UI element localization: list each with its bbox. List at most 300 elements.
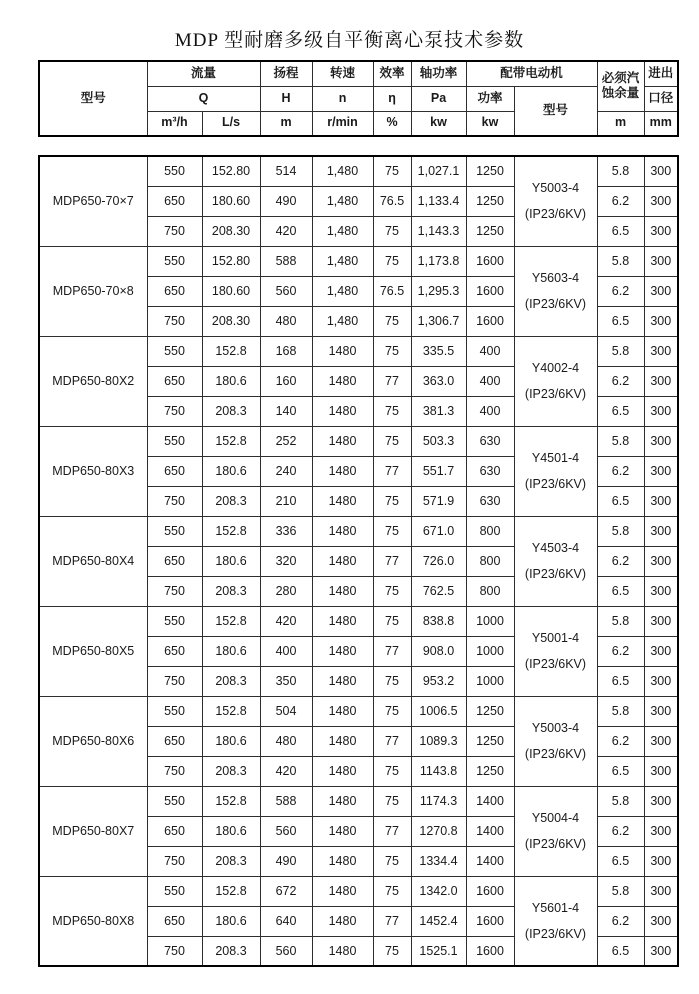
speed-cell: 1480 bbox=[312, 336, 373, 366]
head-cell: 336 bbox=[260, 516, 312, 546]
motor-protection-spec: (IP23/6KV) bbox=[524, 207, 587, 222]
head-cell: 140 bbox=[260, 396, 312, 426]
npsh-cell: 5.8 bbox=[597, 606, 644, 636]
npsh-cell: 6.2 bbox=[597, 456, 644, 486]
shaft-power-cell: 726.0 bbox=[411, 546, 466, 576]
port-diameter-cell: 300 bbox=[644, 936, 678, 966]
head-cell: 514 bbox=[260, 156, 312, 186]
motor-power-cell: 800 bbox=[466, 576, 514, 606]
flow-m3h-cell: 650 bbox=[147, 366, 202, 396]
flow-ls-cell: 152.8 bbox=[202, 516, 260, 546]
flow-m3h-cell: 550 bbox=[147, 246, 202, 276]
shaft-power-cell: 381.3 bbox=[411, 396, 466, 426]
flow-m3h-cell: 550 bbox=[147, 696, 202, 726]
efficiency-cell: 75 bbox=[373, 576, 411, 606]
port-diameter-cell: 300 bbox=[644, 246, 678, 276]
flow-m3h-cell: 750 bbox=[147, 306, 202, 336]
col-header-speed-symbol: n bbox=[312, 86, 373, 111]
motor-model-name: Y5003-4 bbox=[531, 720, 580, 735]
motor-model-cell bbox=[514, 516, 597, 606]
shaft-power-cell: 1,295.3 bbox=[411, 276, 466, 306]
efficiency-cell: 75 bbox=[373, 336, 411, 366]
header-table bbox=[38, 60, 679, 137]
motor-power-cell: 1000 bbox=[466, 666, 514, 696]
head-cell: 480 bbox=[260, 306, 312, 336]
speed-cell: 1,480 bbox=[312, 276, 373, 306]
motor-power-cell: 1600 bbox=[466, 936, 514, 966]
speed-cell: 1480 bbox=[312, 396, 373, 426]
motor-model-cell bbox=[514, 786, 597, 876]
head-cell: 672 bbox=[260, 876, 312, 906]
shaft-power-cell: 671.0 bbox=[411, 516, 466, 546]
motor-power-cell: 1250 bbox=[466, 726, 514, 756]
flow-ls-cell: 152.8 bbox=[202, 426, 260, 456]
flow-ls-cell: 208.3 bbox=[202, 396, 260, 426]
port-diameter-cell: 300 bbox=[644, 906, 678, 936]
port-diameter-cell: 300 bbox=[644, 666, 678, 696]
motor-protection-spec: (IP23/6KV) bbox=[524, 387, 587, 401]
port-diameter-cell: 300 bbox=[644, 546, 678, 576]
port-diameter-cell: 300 bbox=[644, 216, 678, 246]
motor-model-cell bbox=[514, 876, 597, 966]
table-row bbox=[39, 156, 678, 186]
shaft-power-cell: 363.0 bbox=[411, 366, 466, 396]
motor-power-cell: 800 bbox=[466, 516, 514, 546]
port-diameter-cell: 300 bbox=[644, 336, 678, 366]
head-cell: 640 bbox=[260, 906, 312, 936]
motor-model-name: Y5001-4 bbox=[531, 630, 580, 645]
npsh-cell: 6.2 bbox=[597, 636, 644, 666]
npsh-cell: 6.2 bbox=[597, 726, 644, 756]
col-header-npsh-unit: m bbox=[597, 111, 644, 136]
flow-ls-cell: 180.60 bbox=[202, 276, 260, 306]
col-header-port-line2: 口径 bbox=[644, 86, 678, 111]
table-row bbox=[39, 426, 678, 456]
port-diameter-cell: 300 bbox=[644, 306, 678, 336]
npsh-cell: 6.2 bbox=[597, 276, 644, 306]
shaft-power-cell: 503.3 bbox=[411, 426, 466, 456]
flow-ls-cell: 208.3 bbox=[202, 756, 260, 786]
port-diameter-cell: 300 bbox=[644, 156, 678, 186]
motor-power-cell: 1250 bbox=[466, 756, 514, 786]
efficiency-cell: 77 bbox=[373, 906, 411, 936]
port-diameter-cell: 300 bbox=[644, 636, 678, 666]
head-cell: 280 bbox=[260, 576, 312, 606]
flow-ls-cell: 180.60 bbox=[202, 186, 260, 216]
col-header-shaft-power: 轴功率 bbox=[411, 61, 466, 86]
col-header-port-unit: mm bbox=[644, 111, 678, 136]
head-cell: 400 bbox=[260, 636, 312, 666]
speed-cell: 1480 bbox=[312, 696, 373, 726]
npsh-cell: 5.8 bbox=[597, 426, 644, 456]
efficiency-cell: 77 bbox=[373, 726, 411, 756]
npsh-cell: 6.5 bbox=[597, 666, 644, 696]
shaft-power-cell: 1342.0 bbox=[411, 876, 466, 906]
shaft-power-cell: 335.5 bbox=[411, 336, 466, 366]
efficiency-cell: 75 bbox=[373, 786, 411, 816]
head-cell: 168 bbox=[260, 336, 312, 366]
flow-m3h-cell: 750 bbox=[147, 486, 202, 516]
motor-power-cell: 1000 bbox=[466, 636, 514, 666]
shaft-power-cell: 838.8 bbox=[411, 606, 466, 636]
port-diameter-cell: 300 bbox=[644, 846, 678, 876]
speed-cell: 1480 bbox=[312, 786, 373, 816]
table-row bbox=[39, 246, 678, 276]
flow-m3h-cell: 750 bbox=[147, 216, 202, 246]
head-cell: 252 bbox=[260, 426, 312, 456]
pump-model-cell: MDP650-80X5 bbox=[39, 606, 147, 696]
flow-m3h-cell: 650 bbox=[147, 726, 202, 756]
motor-power-cell: 630 bbox=[466, 486, 514, 516]
motor-model-cell bbox=[514, 336, 597, 426]
table-row bbox=[39, 876, 678, 906]
motor-power-cell: 400 bbox=[466, 396, 514, 426]
flow-ls-cell: 208.30 bbox=[202, 306, 260, 336]
motor-model-name: Y5004-4 bbox=[531, 810, 580, 825]
speed-cell: 1480 bbox=[312, 456, 373, 486]
motor-protection-spec: (IP23/6KV) bbox=[524, 747, 587, 761]
efficiency-cell: 75 bbox=[373, 696, 411, 726]
npsh-cell: 6.5 bbox=[597, 576, 644, 606]
port-diameter-cell: 300 bbox=[644, 696, 678, 726]
flow-ls-cell: 152.80 bbox=[202, 246, 260, 276]
port-diameter-cell: 300 bbox=[644, 426, 678, 456]
head-cell: 210 bbox=[260, 486, 312, 516]
npsh-cell: 6.5 bbox=[597, 936, 644, 966]
shaft-power-cell: 1270.8 bbox=[411, 816, 466, 846]
col-header-flow-unit-ls: L/s bbox=[202, 111, 260, 136]
motor-power-cell: 400 bbox=[466, 366, 514, 396]
speed-cell: 1480 bbox=[312, 756, 373, 786]
flow-m3h-cell: 550 bbox=[147, 156, 202, 186]
data-table-body bbox=[39, 156, 678, 966]
motor-model-name: Y5003-4 bbox=[531, 181, 580, 195]
head-cell: 588 bbox=[260, 786, 312, 816]
motor-power-cell: 630 bbox=[466, 456, 514, 486]
speed-cell: 1480 bbox=[312, 426, 373, 456]
shaft-power-cell: 1143.8 bbox=[411, 756, 466, 786]
efficiency-cell: 75 bbox=[373, 756, 411, 786]
port-diameter-cell: 300 bbox=[644, 516, 678, 546]
port-diameter-cell: 300 bbox=[644, 366, 678, 396]
efficiency-cell: 75 bbox=[373, 486, 411, 516]
flow-m3h-cell: 650 bbox=[147, 186, 202, 216]
head-cell: 560 bbox=[260, 816, 312, 846]
motor-power-cell: 1600 bbox=[466, 306, 514, 336]
motor-model-name: Y4501-4 bbox=[531, 450, 580, 465]
efficiency-cell: 75 bbox=[373, 666, 411, 696]
motor-power-cell: 1400 bbox=[466, 846, 514, 876]
col-header-efficiency-unit: % bbox=[373, 111, 411, 136]
port-diameter-cell: 300 bbox=[644, 876, 678, 906]
flow-m3h-cell: 750 bbox=[147, 936, 202, 966]
motor-power-cell: 1250 bbox=[466, 156, 514, 186]
motor-model-name: Y4503-4 bbox=[531, 540, 580, 555]
efficiency-cell: 77 bbox=[373, 636, 411, 666]
motor-protection-spec: (IP23/6KV) bbox=[524, 926, 587, 941]
header-row-1 bbox=[39, 61, 678, 86]
head-cell: 504 bbox=[260, 696, 312, 726]
flow-m3h-cell: 750 bbox=[147, 756, 202, 786]
flow-ls-cell: 208.3 bbox=[202, 846, 260, 876]
pump-model-cell: MDP650-80X2 bbox=[39, 336, 147, 426]
flow-ls-cell: 208.3 bbox=[202, 666, 260, 696]
npsh-cell: 6.5 bbox=[597, 846, 644, 876]
col-header-head-unit: m bbox=[260, 111, 312, 136]
col-header-motor: 配带电动机 bbox=[466, 61, 597, 86]
motor-power-cell: 1600 bbox=[466, 276, 514, 306]
port-diameter-cell: 300 bbox=[644, 276, 678, 306]
efficiency-cell: 75 bbox=[373, 246, 411, 276]
efficiency-cell: 77 bbox=[373, 546, 411, 576]
head-cell: 420 bbox=[260, 216, 312, 246]
head-cell: 420 bbox=[260, 606, 312, 636]
npsh-cell: 5.8 bbox=[597, 786, 644, 816]
motor-power-cell: 1250 bbox=[466, 216, 514, 246]
efficiency-cell: 77 bbox=[373, 456, 411, 486]
speed-cell: 1480 bbox=[312, 876, 373, 906]
col-header-efficiency-symbol: η bbox=[373, 86, 411, 111]
col-header-shaft-power-unit: kw bbox=[411, 111, 466, 136]
speed-cell: 1480 bbox=[312, 576, 373, 606]
col-header-motor-power: 功率 bbox=[466, 86, 514, 111]
flow-ls-cell: 152.80 bbox=[202, 156, 260, 186]
motor-model-cell bbox=[514, 156, 597, 246]
npsh-cell: 5.8 bbox=[597, 246, 644, 276]
flow-m3h-cell: 650 bbox=[147, 816, 202, 846]
table-row bbox=[39, 606, 678, 636]
shaft-power-cell: 1,133.4 bbox=[411, 186, 466, 216]
head-cell: 588 bbox=[260, 246, 312, 276]
flow-ls-cell: 152.8 bbox=[202, 336, 260, 366]
npsh-cell: 5.8 bbox=[597, 336, 644, 366]
flow-ls-cell: 180.6 bbox=[202, 726, 260, 756]
flow-ls-cell: 208.3 bbox=[202, 576, 260, 606]
efficiency-cell: 76.5 bbox=[373, 276, 411, 306]
npsh-cell: 6.2 bbox=[597, 366, 644, 396]
speed-cell: 1480 bbox=[312, 516, 373, 546]
port-diameter-cell: 300 bbox=[644, 456, 678, 486]
flow-m3h-cell: 650 bbox=[147, 546, 202, 576]
head-cell: 240 bbox=[260, 456, 312, 486]
motor-protection-spec: (IP23/6KV) bbox=[524, 837, 587, 851]
port-diameter-cell: 300 bbox=[644, 606, 678, 636]
col-header-flow-symbol: Q bbox=[147, 86, 260, 111]
speed-cell: 1480 bbox=[312, 546, 373, 576]
flow-m3h-cell: 550 bbox=[147, 606, 202, 636]
motor-model-name: Y5603-4 bbox=[531, 270, 580, 285]
flow-ls-cell: 180.6 bbox=[202, 636, 260, 666]
speed-cell: 1,480 bbox=[312, 306, 373, 336]
pump-model-cell: MDP650-80X4 bbox=[39, 516, 147, 606]
speed-cell: 1,480 bbox=[312, 186, 373, 216]
data-table bbox=[38, 155, 679, 967]
head-cell: 160 bbox=[260, 366, 312, 396]
speed-cell: 1480 bbox=[312, 636, 373, 666]
head-cell: 560 bbox=[260, 276, 312, 306]
flow-m3h-cell: 750 bbox=[147, 846, 202, 876]
flow-ls-cell: 152.8 bbox=[202, 786, 260, 816]
flow-m3h-cell: 550 bbox=[147, 426, 202, 456]
table-row bbox=[39, 696, 678, 726]
pump-model-cell: MDP650-70×7 bbox=[39, 156, 147, 246]
speed-cell: 1480 bbox=[312, 366, 373, 396]
shaft-power-cell: 1,143.3 bbox=[411, 216, 466, 246]
head-cell: 490 bbox=[260, 186, 312, 216]
speed-cell: 1,480 bbox=[312, 216, 373, 246]
table-row bbox=[39, 336, 678, 366]
motor-model-cell bbox=[514, 426, 597, 516]
port-diameter-cell: 300 bbox=[644, 816, 678, 846]
flow-ls-cell: 180.6 bbox=[202, 816, 260, 846]
speed-cell: 1,480 bbox=[312, 246, 373, 276]
col-header-shaft-power-symbol: Pa bbox=[411, 86, 466, 111]
efficiency-cell: 77 bbox=[373, 366, 411, 396]
npsh-cell: 6.2 bbox=[597, 906, 644, 936]
speed-cell: 1480 bbox=[312, 606, 373, 636]
efficiency-cell: 75 bbox=[373, 216, 411, 246]
shaft-power-cell: 1089.3 bbox=[411, 726, 466, 756]
pump-model-cell: MDP650-80X6 bbox=[39, 696, 147, 786]
shaft-power-cell: 1452.4 bbox=[411, 906, 466, 936]
motor-power-cell: 400 bbox=[466, 336, 514, 366]
flow-m3h-cell: 650 bbox=[147, 276, 202, 306]
flow-ls-cell: 180.6 bbox=[202, 366, 260, 396]
shaft-power-cell: 908.0 bbox=[411, 636, 466, 666]
motor-power-cell: 1400 bbox=[466, 816, 514, 846]
shaft-power-cell: 1334.4 bbox=[411, 846, 466, 876]
motor-protection-spec: (IP23/6KV) bbox=[524, 657, 587, 671]
flow-m3h-cell: 650 bbox=[147, 636, 202, 666]
efficiency-cell: 75 bbox=[373, 606, 411, 636]
shaft-power-cell: 1,027.1 bbox=[411, 156, 466, 186]
flow-ls-cell: 180.6 bbox=[202, 906, 260, 936]
motor-protection-spec: (IP23/6KV) bbox=[524, 477, 587, 491]
flow-m3h-cell: 650 bbox=[147, 906, 202, 936]
flow-ls-cell: 152.8 bbox=[202, 696, 260, 726]
flow-m3h-cell: 550 bbox=[147, 786, 202, 816]
efficiency-cell: 76.5 bbox=[373, 186, 411, 216]
flow-ls-cell: 180.6 bbox=[202, 456, 260, 486]
motor-model-cell bbox=[514, 246, 597, 336]
head-cell: 480 bbox=[260, 726, 312, 756]
flow-m3h-cell: 750 bbox=[147, 396, 202, 426]
npsh-cell: 6.5 bbox=[597, 216, 644, 246]
motor-protection-spec: (IP23/6KV) bbox=[524, 567, 587, 581]
flow-ls-cell: 152.8 bbox=[202, 876, 260, 906]
flow-ls-cell: 152.8 bbox=[202, 606, 260, 636]
col-header-port-line1: 进出 bbox=[644, 61, 678, 86]
npsh-cell: 6.5 bbox=[597, 306, 644, 336]
speed-cell: 1480 bbox=[312, 936, 373, 966]
flow-m3h-cell: 550 bbox=[147, 516, 202, 546]
head-cell: 350 bbox=[260, 666, 312, 696]
col-header-speed: 转速 bbox=[312, 61, 373, 86]
flow-ls-cell: 208.3 bbox=[202, 486, 260, 516]
motor-power-cell: 1400 bbox=[466, 786, 514, 816]
shaft-power-cell: 1,173.8 bbox=[411, 246, 466, 276]
efficiency-cell: 77 bbox=[373, 816, 411, 846]
head-cell: 560 bbox=[260, 936, 312, 966]
efficiency-cell: 75 bbox=[373, 516, 411, 546]
pump-model-cell: MDP650-80X3 bbox=[39, 426, 147, 516]
pump-model-cell: MDP650-80X7 bbox=[39, 786, 147, 876]
col-header-motor-power-unit: kw bbox=[466, 111, 514, 136]
shaft-power-cell: 551.7 bbox=[411, 456, 466, 486]
col-header-head-symbol: H bbox=[260, 86, 312, 111]
col-header-flow: 流量 bbox=[147, 61, 260, 86]
motor-power-cell: 630 bbox=[466, 426, 514, 456]
flow-m3h-cell: 750 bbox=[147, 576, 202, 606]
port-diameter-cell: 300 bbox=[644, 786, 678, 816]
col-header-model: 型号 bbox=[39, 61, 147, 136]
head-cell: 420 bbox=[260, 756, 312, 786]
page-title: MDP 型耐磨多级自平衡离心泵技术参数 bbox=[174, 30, 525, 51]
npsh-cell: 6.2 bbox=[597, 816, 644, 846]
col-header-npsh: 必须汽蚀余量 bbox=[597, 61, 644, 111]
motor-power-cell: 1600 bbox=[466, 876, 514, 906]
col-header-flow-unit-m3h: m³/h bbox=[147, 111, 202, 136]
table-row bbox=[39, 516, 678, 546]
motor-power-cell: 1250 bbox=[466, 186, 514, 216]
motor-model-cell bbox=[514, 606, 597, 696]
table-row bbox=[39, 786, 678, 816]
head-cell: 320 bbox=[260, 546, 312, 576]
motor-power-cell: 1000 bbox=[466, 606, 514, 636]
pump-model-cell: MDP650-70×8 bbox=[39, 246, 147, 336]
port-diameter-cell: 300 bbox=[644, 726, 678, 756]
head-cell: 490 bbox=[260, 846, 312, 876]
shaft-power-cell: 1,306.7 bbox=[411, 306, 466, 336]
port-diameter-cell: 300 bbox=[644, 186, 678, 216]
flow-m3h-cell: 650 bbox=[147, 456, 202, 486]
shaft-power-cell: 571.9 bbox=[411, 486, 466, 516]
npsh-cell: 5.8 bbox=[597, 516, 644, 546]
motor-power-cell: 800 bbox=[466, 546, 514, 576]
efficiency-cell: 75 bbox=[373, 846, 411, 876]
shaft-power-cell: 1525.1 bbox=[411, 936, 466, 966]
efficiency-cell: 75 bbox=[373, 396, 411, 426]
npsh-cell: 5.8 bbox=[597, 696, 644, 726]
npsh-cell: 6.5 bbox=[597, 396, 644, 426]
motor-model-cell bbox=[514, 696, 597, 786]
efficiency-cell: 75 bbox=[373, 876, 411, 906]
npsh-cell: 6.5 bbox=[597, 756, 644, 786]
shaft-power-cell: 1174.3 bbox=[411, 786, 466, 816]
npsh-cell: 5.8 bbox=[597, 156, 644, 186]
flow-m3h-cell: 550 bbox=[147, 336, 202, 366]
flow-ls-cell: 208.30 bbox=[202, 216, 260, 246]
efficiency-cell: 75 bbox=[373, 936, 411, 966]
speed-cell: 1480 bbox=[312, 666, 373, 696]
npsh-cell: 6.2 bbox=[597, 186, 644, 216]
efficiency-cell: 75 bbox=[373, 156, 411, 186]
port-diameter-cell: 300 bbox=[644, 576, 678, 606]
flow-ls-cell: 208.3 bbox=[202, 936, 260, 966]
npsh-cell: 5.8 bbox=[597, 876, 644, 906]
motor-power-cell: 1600 bbox=[466, 906, 514, 936]
npsh-cell: 6.2 bbox=[597, 546, 644, 576]
col-header-head: 扬程 bbox=[260, 61, 312, 86]
flow-m3h-cell: 550 bbox=[147, 876, 202, 906]
efficiency-cell: 75 bbox=[373, 426, 411, 456]
pump-model-cell: MDP650-80X8 bbox=[39, 876, 147, 966]
motor-model-name: Y4002-4 bbox=[531, 360, 580, 375]
motor-protection-spec: (IP23/6KV) bbox=[524, 297, 587, 311]
port-diameter-cell: 300 bbox=[644, 486, 678, 516]
speed-cell: 1,480 bbox=[312, 156, 373, 186]
flow-m3h-cell: 750 bbox=[147, 666, 202, 696]
